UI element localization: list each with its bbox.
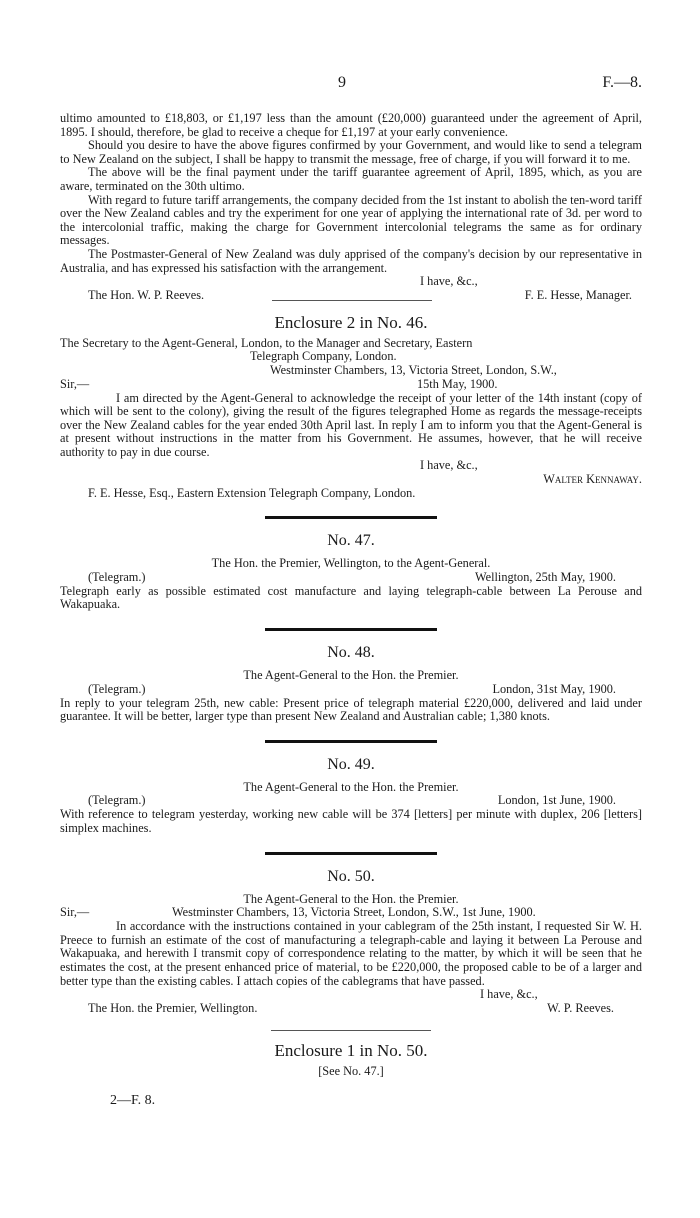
section-divider bbox=[265, 516, 437, 519]
paragraph: I am directed by the Agent-General to acknowledge the receipt of your letter of the 14th instant (copy of which will be sent to the colony), giving the result of the figures telegraphed Home as regards the message-receipts over the New Zealand cables for the year ended 30th April last. In reply I am to inform you that the Agent-General is at present without instructions in the matter from his Government. He assumes, however, that he will receive authority to pay in due course. bbox=[60, 390, 642, 459]
salutation: Sir,— bbox=[60, 905, 90, 920]
section-title: No. 48. bbox=[327, 644, 375, 662]
heading: The Agent-General to the Hon. the Premier. bbox=[243, 779, 459, 794]
signature: Walter Kennaway. bbox=[543, 472, 642, 487]
paragraph: With regard to future tariff arrangements, the company decided from the 1st instant to abolish the ten-word tariff over the New Zealand cables and try the experiment for one year of applying the international rate of 3d. per word to the intercolonial traffic, making the charge for Government intercolonial telegrams the same as for ordinary messages. bbox=[60, 192, 642, 248]
signature-row bbox=[60, 289, 642, 303]
divider bbox=[272, 300, 432, 301]
no-49 bbox=[60, 755, 642, 836]
section-divider bbox=[271, 1030, 431, 1031]
address: Westminster Chambers, 13, Victoria Street, London, S.W., bbox=[270, 362, 557, 377]
salutation-row bbox=[60, 378, 642, 392]
closing: I have, &c., bbox=[420, 458, 478, 473]
heading: The Secretary to the Agent-General, London, to the Manager and Secretary, Eastern bbox=[60, 335, 473, 350]
telegram-row bbox=[60, 571, 642, 585]
section-divider bbox=[265, 740, 437, 743]
heading: The Agent-General to the Hon. the Premier. bbox=[243, 668, 459, 683]
heading: The Agent-General to the Hon. the Premier. bbox=[243, 891, 459, 906]
signature: W. P. Reeves. bbox=[547, 1000, 614, 1015]
paragraph: Telegraph early as possible estimated cost manufacture and laying telegraph-cable between La Perouse and Wakapuaka. bbox=[60, 583, 642, 612]
heading: The Hon. the Premier, Wellington, to the Agent-General. bbox=[211, 556, 491, 571]
signature: F. E. Hesse, Manager. bbox=[524, 287, 632, 302]
paragraph: Should you desire to have the above figures confirmed by your Government, and would like to send a telegram to New Zealand on the subject, I shall be happy to transmit the message, free of charge, if you will forward it to me. bbox=[60, 138, 642, 166]
telegram-label: (Telegram.) bbox=[88, 569, 146, 584]
no-47 bbox=[60, 531, 642, 612]
addressee: The Hon. the Premier, Wellington. bbox=[88, 1000, 258, 1015]
paragraph: The above will be the final payment under the tariff guarantee agreement of April, 1895, which, as you are aware, terminated on the 30th ultimo. bbox=[60, 165, 642, 193]
paragraph: In accordance with the instructions contained in your cablegram of the 25th instant, I requested Sir W. H. Preece to furnish an estimate of the cost of manufacturing a telegraph-cable and laying it between La Perouse and Wakapuaka, and herewith I transmit copy of correspondence relating to the matter, by which it will be seen that he estimates the cost, at the present enhanced price of material, to be £220,000, the proposed cable to be of a larger and better type than the existing cables. I attach copies of the cablegrams that have passed. bbox=[60, 919, 642, 988]
signature-row bbox=[60, 1002, 642, 1016]
page-number: 9 bbox=[338, 74, 346, 91]
addressee: F. E. Hesse, Esq., Eastern Extension Telegraph Company, London. bbox=[88, 485, 416, 500]
salutation-row bbox=[60, 906, 642, 920]
section-title: Enclosure 1 in No. 50. bbox=[274, 1040, 428, 1060]
cross-reference-note: [See No. 47.] bbox=[318, 1063, 384, 1078]
section-divider bbox=[265, 628, 437, 631]
addressee: The Hon. W. P. Reeves. bbox=[88, 287, 205, 302]
address: Westminster Chambers, 13, Victoria Street, London, S.W., 1st June, 1900. bbox=[172, 905, 536, 920]
enclosure-2-no-46 bbox=[60, 313, 642, 501]
telegram-row bbox=[60, 683, 642, 697]
enclosure-1-no-50 bbox=[60, 1041, 642, 1079]
section-title: Enclosure 2 in No. 46. bbox=[274, 312, 428, 332]
document-reference: F.—8. bbox=[602, 74, 642, 91]
section-divider bbox=[265, 852, 437, 855]
closing: I have, &c., bbox=[420, 274, 478, 289]
section-title: No. 49. bbox=[327, 755, 375, 773]
telegram-label: (Telegram.) bbox=[88, 793, 146, 808]
paragraph: With reference to telegram yesterday, working new cable will be 374 [letters] per minute with duplex, 206 [letters] simplex machines. bbox=[60, 807, 642, 835]
closing: I have, &c., bbox=[480, 987, 538, 1002]
no-50 bbox=[60, 867, 642, 1016]
telegram-row bbox=[60, 794, 642, 808]
letter-continuation bbox=[60, 112, 642, 303]
paragraph: In reply to your telegram 25th, new cable: Present price of telegraph material £220,000, delivered and laid under guarantee. It will be better, larger type than present New Zealand and Australian cable; 1,380 knots. bbox=[60, 695, 642, 724]
no-48 bbox=[60, 643, 642, 724]
paragraph: The Postmaster-General of New Zealand was duly apprised of the company's decision by our representative in Australia, and has expressed his satisfaction with the arrangement. bbox=[60, 246, 642, 275]
page-content bbox=[60, 112, 642, 1108]
date: 15th May, 1900. bbox=[417, 376, 498, 391]
paragraph: ultimo amounted to £18,803, or £1,197 less than the amount (£20,000) guaranteed under the agreement of April, 1895. I should, therefore, be glad to receive a cheque for £1,197 at your early convenience. bbox=[60, 111, 642, 139]
place-date: Wellington, 25th May, 1900. bbox=[475, 569, 616, 584]
section-title: No. 47. bbox=[327, 532, 375, 550]
place-date: London, 1st June, 1900. bbox=[497, 793, 616, 808]
section-title: No. 50. bbox=[327, 867, 375, 885]
place-date: London, 31st May, 1900. bbox=[492, 681, 616, 696]
salutation: Sir,— bbox=[60, 376, 90, 391]
page-header bbox=[0, 76, 700, 94]
signature-mark: 2—F. 8. bbox=[110, 1093, 156, 1109]
heading: Telegraph Company, London. bbox=[250, 349, 397, 364]
telegram-label: (Telegram.) bbox=[88, 681, 146, 696]
